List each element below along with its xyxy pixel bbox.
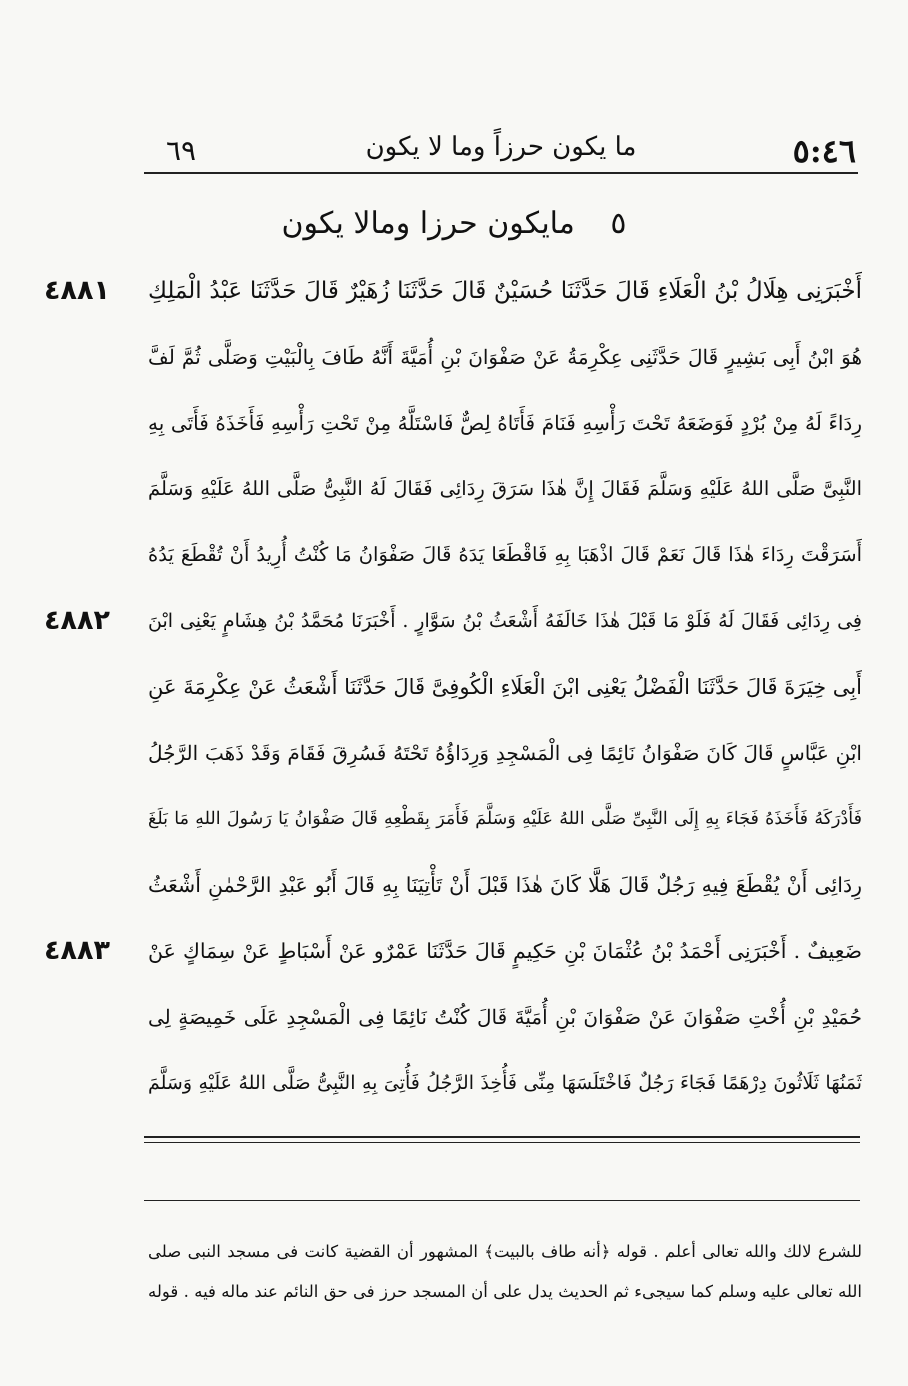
footnote-line: للشرع لالك والله تعالى أعلم . قوله ﴿أنه طاف بالبيت﴾ المشهور أن القضية كانت فى مسجد النبى صلى (148, 1242, 862, 1261)
text-line: ابْنِ عَبَّاسٍ قَالَ كَانَ صَفْوَانُ نَائِمًا فِى الْمَسْجِدِ وَرِدَاؤُهُ تَحْتَهُ فَسُرِقَ فَقَامَ وَقَدْ ذَهَبَ الرَّجُلُ (148, 741, 862, 765)
section-divider (144, 1136, 860, 1138)
text-line: أَبِى خِيَرَةَ قَالَ حَدَّثَنَا الْفَضْلُ يَعْنِى ابْنَ الْعَلَاءِ الْكُوفِىَّ قَالَ حَدَّثَنَا أَشْعَثُ عَنْ عِكْرِمَةَ عَنِ (148, 675, 862, 699)
header-rule (144, 172, 858, 174)
footnote-commentary (148, 1232, 862, 1312)
text-line: حُمَيْدِ بْنِ أُخْتِ صَفْوَانَ عَنْ صَفْوَانَ بْنِ أُمَيَّةَ قَالَ كُنْتُ نَائِمًا فِى الْمَسْجِدِ عَلَى خَمِيصَةٍ لِى (148, 1005, 862, 1029)
hadith-text (148, 258, 862, 1116)
text-line: ثَمَنُهَا ثَلَاثُونَ دِرْهَمًا فَجَاءَ رَجُلٌ فَاخْتَلَسَهَا مِنِّى فَأُخِذَ الرَّجُلُ فَأُتِىَ بِهِ النَّبِىُّ صَلَّى اللهُ عَلَيْهِ وَسَلَّمَ (148, 1072, 862, 1094)
running-header (140, 128, 862, 172)
text-line: رِدَاءً لَهُ مِنْ بُرْدٍ فَوَضَعَهُ تَحْتَ رَأْسِهِ فَنَامَ فَأَتَاهُ لِصٌّ فَاسْتَلَّهُ مِنْ تَحْتِ رَأْسِهِ فَأَخَذَهُ فَأَتَى بِهِ (148, 411, 862, 435)
text-line: فِى رِدَائِى فَقَالَ لَهُ فَلَوْ مَا قَبْلَ هٰذَا خَالَفَهُ أَشْعَثُ بْنُ سَوَّارٍ . أَخْبَرَنَا مُحَمَّدُ بْنُ هِشَامٍ يَعْنِى ابْنَ (148, 610, 862, 632)
volume-reference: ٥:٤٦ (792, 132, 856, 170)
text-line: النَّبِىَّ صَلَّى اللهُ عَلَيْهِ وَسَلَّمَ فَقَالَ إِنَّ هٰذَا سَرَقَ رِدَائِى فَقَالَ لَهُ النَّبِىُّ صَلَّى اللهُ عَلَيْهِ وَسَلَّمَ (148, 477, 862, 500)
chapter-heading (0, 206, 908, 241)
section-title: ما يكون حرزاً وما لا يكون (365, 132, 637, 162)
text-line: هُوَ ابْنُ أَبِى بَشِيرٍ قَالَ حَدَّثَنِى عِكْرِمَةُ عَنْ صَفْوَانَ بْنِ أُمَيَّةَ أَنَّهُ طَافَ بِالْبَيْتِ وَصَلَّى ثُمَّ لَفَّ (148, 345, 862, 369)
chapter-number: ٥ (610, 206, 627, 241)
hadith-number: ٤٨٨٣ (44, 935, 110, 966)
hadith-number: ٤٨٨١ (44, 275, 110, 306)
text-line: أَخْبَرَنِى هِلَالُ بْنُ الْعَلَاءِ قَالَ حَدَّثَنَا حُسَيْنٌ قَالَ حَدَّثَنَا زُهَيْرٌ قَالَ حَدَّثَنَا عَبْدُ الْمَلِكِ (148, 278, 862, 304)
text-line: رِدَائِى أَنْ يُقْطَعَ فِيهِ رَجُلٌ قَالَ هَلَّا كَانَ هٰذَا قَبْلَ أَنْ تَأْتِيَنَا بِهِ قَالَ أَبُو عَبْدِ الرَّحْمٰنِ أَشْعَثُ (148, 873, 862, 897)
hadith-number: ٤٨٨٢ (44, 605, 110, 636)
footnote-rule (144, 1200, 860, 1201)
section-divider (144, 1142, 860, 1143)
text-line: ضَعِيفٌ . أَخْبَرَنِى أَحْمَدُ بْنُ عُثْمَانَ بْنِ حَكِيمٍ قَالَ حَدَّثَنَا عَمْرٌو عَنْ أَسْبَاطٍ عَنْ سِمَاكٍ عَنْ (148, 939, 862, 963)
footnote-line: الله تعالى عليه وسلم كما سيجىء ثم الحديث يدل على أن المسجد حرز فى حق النائم عند ماله فيه . قوله (148, 1282, 862, 1301)
text-line: أَسَرَقْتَ رِدَاءَ هٰذَا قَالَ نَعَمْ قَالَ اذْهَبَا بِهِ فَاقْطَعَا يَدَهُ قَالَ صَفْوَانُ مَا كُنْتُ أُرِيدُ أَنْ تُقْطَعَ يَدُهُ (148, 543, 862, 566)
chapter-title: مايكون حرزا ومالا يكون (281, 206, 575, 241)
text-line: فَأَدْرَكَهُ فَأَخَذَهُ فَجَاءَ بِهِ إِلَى النَّبِىِّ صَلَّى اللهُ عَلَيْهِ وَسَلَّمَ فَأَمَرَ بِقَطْعِهِ قَالَ صَفْوَانُ يَا رَسُولَ اللهِ مَا بَلَغَ (148, 809, 862, 829)
page-number: ٦٩ (166, 134, 197, 167)
